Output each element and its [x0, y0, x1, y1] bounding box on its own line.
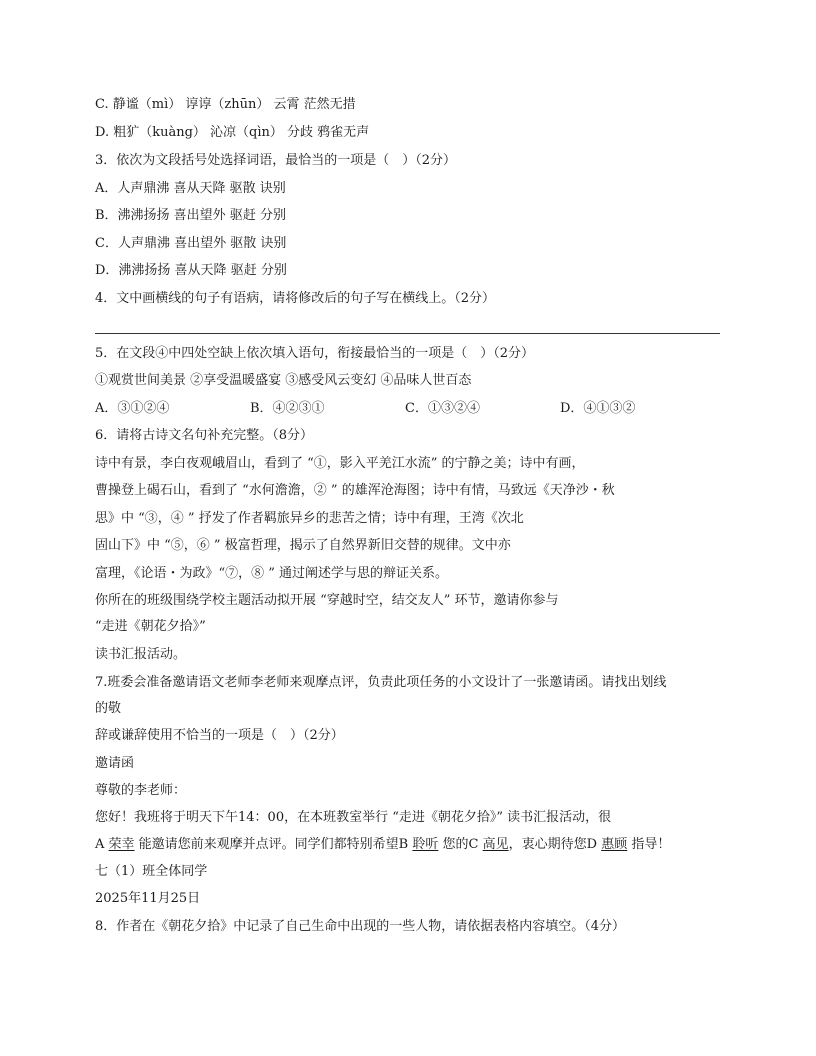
activity-intro: 你所在的班级围绕学校主题活动拟开展 “穿越时空，结交友人” 环节，邀请你参与 — [95, 593, 559, 608]
body-text: 能邀请您前来观摩并点评。同学们都特别希望B — [134, 837, 413, 852]
q5-option-d: D．④①③② — [560, 401, 636, 416]
question-4: 4．文中画横线的句子有语病，请将修改后的句子写在横线上。（2分） — [95, 291, 496, 306]
body-text: 您的C — [438, 837, 483, 852]
q5-option-b: B．④②③① — [250, 401, 325, 416]
q3-option-a: A．人声鼎沸 喜从天降 驱散 诀别 — [95, 181, 286, 196]
q5-phrases: ①观赏世间美景 ②享受温暖盛宴 ③感受风云变幻 ④品味人世百态 — [95, 373, 472, 388]
question-8: 8．作者在《朝花夕拾》中记录了自己生命中出现的一些人物，请依据表格内容填空。（4分） — [95, 919, 626, 934]
question-7: 7.班委会准备邀请语文老师李老师来观摩点评，负责此项任务的小文设计了一张邀请函。请找出划线 — [95, 675, 667, 690]
q5-option-c: C．①③②④ — [405, 401, 480, 416]
activity-title: “走进《朝花夕拾》” — [95, 619, 206, 634]
q3-option-d: D．沸沸扬扬 喜从天降 驱赶 分别 — [95, 263, 287, 278]
q6-text-line-5: 富理，《论语・为政》“⑦，⑧ ” 通过阐述学与思的辩证关系。 — [95, 566, 449, 581]
body-text: ，衷心期待您D — [508, 837, 602, 852]
body-text: A — [95, 837, 109, 852]
underlined-word-c: 高见 — [482, 837, 509, 852]
q3-option-c: C．人声鼎沸 喜出望外 驱散 诀别 — [95, 236, 287, 251]
body-text: 指导！ — [627, 837, 671, 852]
invitation-salutation: 尊敬的李老师： — [95, 783, 187, 798]
invitation-date: 2025年11月25日 — [95, 891, 201, 906]
q3-option-b: B．沸沸扬扬 喜出望外 驱赶 分别 — [95, 208, 286, 223]
activity-intro-end: 读书汇报活动。 — [95, 647, 187, 662]
invitation-signature: 七（1）班全体同学 — [95, 864, 208, 879]
underlined-word-b: 聆听 — [412, 837, 439, 852]
invitation-title: 邀请函 — [95, 756, 135, 771]
question-7-end: 辞或谦辞使用不恰当的一项是（ ）（2分） — [95, 728, 344, 743]
invitation-body-1: 您好！我班将于明天下午14：00，在本班教室举行 “走进《朝花夕拾》” 读书汇报活动，很 — [95, 810, 612, 825]
q5-option-a: A．③①②④ — [95, 401, 170, 416]
q6-text-line-4: 固山下》中 “⑤，⑥ ” 极富哲理，揭示了自然界新旧交替的规律。文中亦 — [95, 538, 511, 553]
q6-text-line-2: 曹操登上碣石山，看到了 “水何澹澹，② ” 的雄浑沧海图；诗中有情，马致远《天净沙・秋 — [95, 483, 615, 498]
underlined-word-a: 荣幸 — [108, 837, 135, 852]
question-3: 3．依次为文段括号处选择词语，最恰当的一项是（ ）（2分） — [95, 153, 457, 168]
underlined-word-d: 惠顾 — [601, 837, 628, 852]
answer-line — [95, 333, 720, 334]
q5-options — [95, 400, 635, 418]
option-d-pinyin: D. 粗犷（kuàng） 沁凉（qìn） 分歧 鸦雀无声 — [95, 125, 370, 140]
question-6: 6．请将古诗文名句补充完整。（8分） — [95, 428, 314, 443]
invitation-body-2 — [95, 836, 670, 854]
q6-text-line-3: 思》中 “③，④ ” 抒发了作者羁旅异乡的悲苦之情；诗中有理，王湾《次北 — [95, 511, 524, 526]
question-5: 5．在文段④中四处空缺上依次填入语句，衔接最恰当的一项是（ ）（2分） — [95, 346, 535, 361]
option-c-pinyin: C. 静谧（mì） 谆谆（zhūn） 云霄 茫然无措 — [95, 97, 356, 112]
question-7-cont: 的敬 — [95, 701, 122, 716]
q6-text-line-1: 诗中有景，李白夜观峨眉山，看到了 “①，影入平羌江水流” 的宁静之美；诗中有画， — [95, 456, 585, 471]
